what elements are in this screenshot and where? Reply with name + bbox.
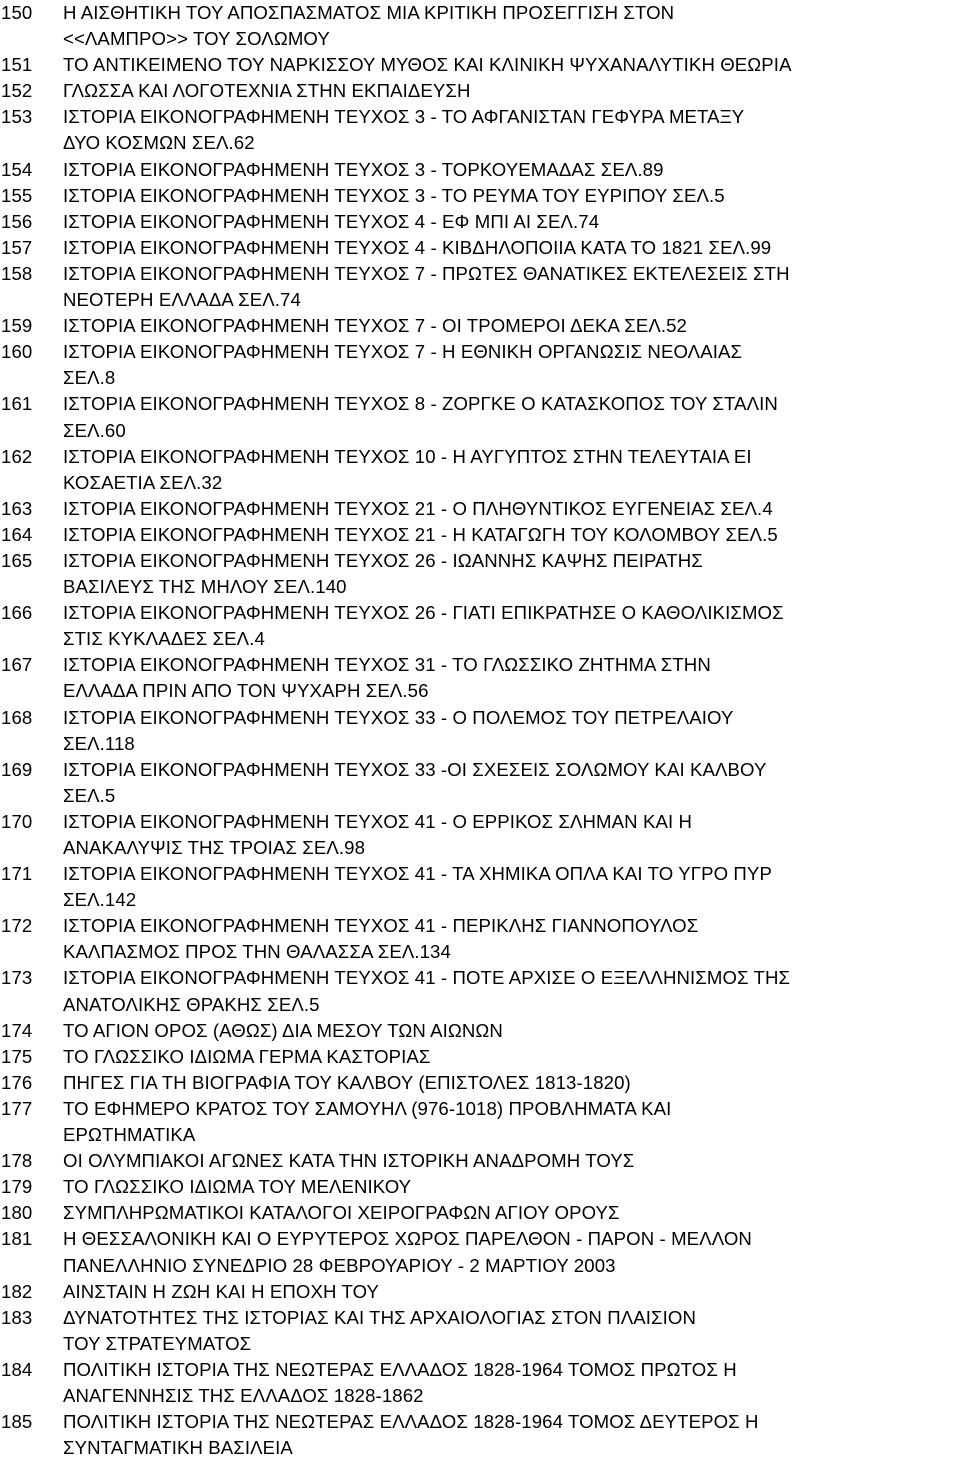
entry-number: 167 — [1, 654, 33, 676]
entry-title: Η ΘΕΣΣΑΛΟΝΙΚΗ ΚΑΙ Ο ΕΥΡΥΤΕΡΟΣ ΧΩΡΟΣ ΠΑΡΕΛΘΟΝ - ΠΑΡΟΝ - ΜΕΛΛΟΝ ΠΑΝΕΛΛΗΝΙΟ ΣΥΝΕΔΡΙΟ 28 ΦΕΒΡΟΥΑΡΙΟΥ - 2 ΜΑΡΤΙΟΥ 2003 — [63, 1228, 752, 1276]
entry-title: ΠΟΛΙΤΙΚΗ ΙΣΤΟΡΙΑ ΤΗΣ ΝΕΩΤΕΡΑΣ ΕΛΛΑΔΟΣ 1828-1964 ΤΟΜΟΣ ΠΡΩΤΟΣ Η ΑΝΑΓΕΝΝΗΣΙΣ ΤΗΣ ΕΛΛΑΔΟΣ 1828-1862 — [63, 1358, 737, 1406]
list-item — [0, 965, 960, 1017]
entry-title: ΤΟ ΕΦΗΜΕΡΟ ΚΡΑΤΟΣ ΤΟΥ ΣΑΜΟΥΗΛ (976-1018) ΠΡΟΒΛΗΜΑΤΑ ΚΑΙ ΕΡΩΤΗΜΑΤΙΚΑ — [63, 1097, 672, 1146]
entry-title: ΙΣΤΟΡΙΑ ΕΙΚΟΝΟΓΡΑΦΗΜΕΝΗ ΤΕΥΧΟΣ 26 - ΙΩΑΝΝΗΣ ΚΑΨΗΣ ΠΕΙΡΑΤΗΣ ΒΑΣΙΛΕΥΣ ΤΗΣ ΜΗΛΟΥ ΣΕΛ.140 — [63, 549, 703, 598]
list-item — [0, 1279, 960, 1305]
list-item — [0, 600, 960, 652]
entry-title: ΣΥΜΠΛΗΡΩΜΑΤΙΚΟΙ ΚΑΤΑΛΟΓΟΙ ΧΕΙΡΟΓΡΑΦΩΝ ΑΓΙΟΥ ΟΡΟΥΣ — [63, 1202, 620, 1224]
list-item — [0, 1357, 960, 1409]
entry-number: 181 — [1, 1228, 33, 1250]
list-item — [0, 522, 960, 548]
list-item — [0, 209, 960, 235]
entry-number: 169 — [1, 758, 33, 780]
entry-number: 161 — [1, 393, 33, 415]
list-item — [0, 157, 960, 183]
list-item — [0, 1148, 960, 1174]
list-item — [0, 1174, 960, 1200]
entry-number: 158 — [1, 262, 33, 284]
entry-title: ΙΣΤΟΡΙΑ ΕΙΚΟΝΟΓΡΑΦΗΜΕΝΗ ΤΕΥΧΟΣ 31 - ΤΟ ΓΛΩΣΣΙΚΟ ΖΗΤΗΜΑ ΣΤΗΝ ΕΛΛΑΔΑ ΠΡΙΝ ΑΠΟ ΤΟΝ ΨΥΧΑΡΗ ΣΕΛ.56 — [63, 654, 711, 702]
entry-number: 168 — [1, 706, 33, 728]
entry-number: 163 — [1, 497, 33, 519]
entry-title: ΙΣΤΟΡΙΑ ΕΙΚΟΝΟΓΡΑΦΗΜΕΝΗ ΤΕΥΧΟΣ 3 - ΤΟ ΡΕΥΜΑ ΤΟΥ ΕΥΡΙΠΟΥ ΣΕΛ.5 — [63, 184, 725, 206]
entry-number: 175 — [1, 1045, 33, 1067]
entry-title: ΤΟ ΓΛΩΣΣΙΚΟ ΙΔΙΩΜΑ ΤΟΥ ΜΕΛΕΝΙΚΟΥ — [63, 1176, 412, 1198]
entry-title: ΙΣΤΟΡΙΑ ΕΙΚΟΝΟΓΡΑΦΗΜΕΝΗ ΤΕΥΧΟΣ 7 - ΟΙ ΤΡΟΜΕΡΟΙ ΔΕΚΑ ΣΕΛ.52 — [63, 315, 687, 337]
entry-number: 177 — [1, 1097, 33, 1119]
entry-number: 172 — [1, 915, 33, 937]
entry-title: ΤΟ ΑΝΤΙΚΕΙΜΕΝΟ ΤΟΥ ΝΑΡΚΙΣΣΟΥ ΜΥΘΟΣ ΚΑΙ ΚΛΙΝΙΚΗ ΨΥΧΑΝΑΛΥΤΙΚΗ ΘΕΩΡΙΑ — [63, 54, 792, 76]
list-item — [0, 313, 960, 339]
list-item — [0, 1044, 960, 1070]
entry-title: ΙΣΤΟΡΙΑ ΕΙΚΟΝΟΓΡΑΦΗΜΕΝΗ ΤΕΥΧΟΣ 26 - ΓΙΑΤΙ ΕΠΙΚΡΑΤΗΣΕ Ο ΚΑΘΟΛΙΚΙΣΜΟΣ ΣΤΙΣ ΚΥΚΛΑΔΕΣ ΣΕΛ.4 — [63, 602, 784, 650]
list-item — [0, 496, 960, 522]
entry-number: 182 — [1, 1280, 33, 1302]
entry-title: ΙΣΤΟΡΙΑ ΕΙΚΟΝΟΓΡΑΦΗΜΕΝΗ ΤΕΥΧΟΣ 21 - Ο ΠΛΗΘΥΝΤΙΚΟΣ ΕΥΓΕΝΕΙΑΣ ΣΕΛ.4 — [63, 497, 773, 519]
entry-number: 159 — [1, 315, 33, 337]
entry-number: 170 — [1, 810, 33, 832]
entry-title: ΔΥΝΑΤΟΤΗΤΕΣ ΤΗΣ ΙΣΤΟΡΙΑΣ ΚΑΙ ΤΗΣ ΑΡΧΑΙΟΛΟΓΙΑΣ ΣΤΟΝ ΠΛΑΙΣΙΟΝ ΤΟΥ ΣΤΡΑΤΕΥΜΑΤΟΣ — [63, 1306, 696, 1354]
list-item — [0, 705, 960, 757]
entry-title: ΟΙ ΟΛΥΜΠΙΑΚΟΙ ΑΓΩΝΕΣ ΚΑΤΑ ΤΗΝ ΙΣΤΟΡΙΚΗ ΑΝΑΔΡΟΜΗ ΤΟΥΣ — [63, 1150, 635, 1172]
entry-number: 179 — [1, 1176, 33, 1198]
entry-title: ΙΣΤΟΡΙΑ ΕΙΚΟΝΟΓΡΑΦΗΜΕΝΗ ΤΕΥΧΟΣ 7 - Η ΕΘΝΙΚΗ ΟΡΓΑΝΩΣΙΣ ΝΕΟΛΑΙΑΣ ΣΕΛ.8 — [63, 341, 743, 389]
entry-title: Η ΑΙΣΘΗΤΙΚΗ ΤΟΥ ΑΠΟΣΠΑΣΜΑΤΟΣ ΜΙΑ ΚΡΙΤΙΚΗ ΠΡΟΣΕΓΓΙΣΗ ΣΤΟΝ <<ΛΑΜΠΡΟ>> ΤΟΥ ΣΟΛΩΜΟΥ — [63, 2, 675, 50]
list-item — [0, 52, 960, 78]
entry-number: 154 — [1, 158, 33, 180]
entry-number: 162 — [1, 445, 33, 467]
entry-number: 183 — [1, 1306, 33, 1328]
entry-number: 176 — [1, 1071, 33, 1093]
entry-title: ΙΣΤΟΡΙΑ ΕΙΚΟΝΟΓΡΑΦΗΜΕΝΗ ΤΕΥΧΟΣ 10 - Η ΑΥΓΥΠΤΟΣ ΣΤΗΝ ΤΕΛΕΥΤΑΙΑ ΕΙ ΚΟΣΑΕΤΙΑ ΣΕΛ.32 — [63, 445, 752, 493]
list-item — [0, 391, 960, 443]
entry-title: ΙΣΤΟΡΙΑ ΕΙΚΟΝΟΓΡΑΦΗΜΕΝΗ ΤΕΥΧΟΣ 41 - ΠΟΤΕ ΑΡΧΙΣΕ Ο ΕΞΕΛΛΗΝΙΣΜΟΣ ΤΗΣ ΑΝΑΤΟΛΙΚΗΣ ΘΡΑΚΗΣ ΣΕΛ.5 — [63, 967, 791, 1015]
entry-number: 156 — [1, 210, 33, 232]
list-item — [0, 104, 960, 156]
entry-number: 164 — [1, 523, 33, 545]
entry-title: ΙΣΤΟΡΙΑ ΕΙΚΟΝΟΓΡΑΦΗΜΕΝΗ ΤΕΥΧΟΣ 41 - ΤΑ ΧΗΜΙΚΑ ΟΠΛΑ ΚΑΙ ΤΟ ΥΓΡΟ ΠΥΡ ΣΕΛ.142 — [63, 863, 772, 911]
entry-number: 150 — [1, 2, 33, 23]
list-item — [0, 339, 960, 391]
entry-number: 185 — [1, 1411, 33, 1433]
entry-number: 155 — [1, 184, 33, 206]
entry-title: ΤΟ ΓΛΩΣΣΙΚΟ ΙΔΙΩΜΑ ΓΕΡΜΑ ΚΑΣΤΟΡΙΑΣ — [63, 1045, 431, 1067]
list-item — [0, 652, 960, 704]
list-item — [0, 235, 960, 261]
list-item — [0, 1200, 960, 1226]
list-item — [0, 183, 960, 209]
entry-title: ΙΣΤΟΡΙΑ ΕΙΚΟΝΟΓΡΑΦΗΜΕΝΗ ΤΕΥΧΟΣ 3 - ΤΟΡΚΟΥΕΜΑΔΑΣ ΣΕΛ.89 — [63, 158, 664, 180]
list-item — [0, 1096, 960, 1148]
entry-title: ΙΣΤΟΡΙΑ ΕΙΚΟΝΟΓΡΑΦΗΜΕΝΗ ΤΕΥΧΟΣ 41 - ΠΕΡΙΚΛΗΣ ΓΙΑΝΝΟΠΟΥΛΟΣ ΚΑΛΠΑΣΜΟΣ ΠΡΟΣ ΤΗΝ ΘΑΛΑΣΣΑ ΣΕΛ.134 — [63, 915, 699, 963]
entry-title: ΙΣΤΟΡΙΑ ΕΙΚΟΝΟΓΡΑΦΗΜΕΝΗ ΤΕΥΧΟΣ 7 - ΠΡΩΤΕΣ ΘΑΝΑΤΙΚΕΣ ΕΚΤΕΛΕΣΕΙΣ ΣΤΗ ΝΕΟΤΕΡΗ ΕΛΛΑΔΑ ΣΕΛ.74 — [63, 262, 790, 311]
entry-title: ΙΣΤΟΡΙΑ ΕΙΚΟΝΟΓΡΑΦΗΜΕΝΗ ΤΕΥΧΟΣ 33 -ΟΙ ΣΧΕΣΕΙΣ ΣΟΛΩΜΟΥ ΚΑΙ ΚΑΛΒΟΥ ΣΕΛ.5 — [63, 758, 767, 806]
entry-title: ΑΙΝΣΤΑΙΝ Η ΖΩΗ ΚΑΙ Η ΕΠΟΧΗ ΤΟΥ — [63, 1280, 380, 1302]
entry-number: 151 — [1, 54, 33, 76]
list-item — [0, 757, 960, 809]
list-item — [0, 861, 960, 913]
entry-number: 180 — [1, 1202, 33, 1224]
list-item — [0, 809, 960, 861]
entry-title: ΙΣΤΟΡΙΑ ΕΙΚΟΝΟΓΡΑΦΗΜΕΝΗ ΤΕΥΧΟΣ 33 - Ο ΠΟΛΕΜΟΣ ΤΟΥ ΠΕΤΡΕΛΑΙΟΥ ΣΕΛ.118 — [63, 706, 734, 754]
list-item — [0, 78, 960, 104]
list-item — [0, 0, 960, 52]
entry-title: ΤΟ ΑΓΙΟΝ ΟΡΟΣ (ΑΘΩΣ) ΔΙΑ ΜΕΣΟΥ ΤΩΝ ΑΙΩΝΩΝ — [63, 1019, 503, 1041]
list-item — [0, 1226, 960, 1278]
entry-number: 173 — [1, 967, 33, 989]
entry-number: 157 — [1, 236, 33, 258]
entry-number: 160 — [1, 341, 33, 363]
entry-title: ΠΗΓΕΣ ΓΙΑ ΤΗ ΒΙΟΓΡΑΦΙΑ ΤΟΥ ΚΑΛΒΟΥ (ΕΠΙΣΤΟΛΕΣ 1813-1820) — [63, 1071, 631, 1093]
list-item — [0, 444, 960, 496]
entry-number: 174 — [1, 1019, 33, 1041]
entry-number: 152 — [1, 80, 33, 102]
list-item — [0, 913, 960, 965]
entry-title: ΙΣΤΟΡΙΑ ΕΙΚΟΝΟΓΡΑΦΗΜΕΝΗ ΤΕΥΧΟΣ 4 - ΕΦ ΜΠΙ ΑΙ ΣΕΛ.74 — [63, 210, 600, 232]
entry-title: ΙΣΤΟΡΙΑ ΕΙΚΟΝΟΓΡΑΦΗΜΕΝΗ ΤΕΥΧΟΣ 3 - ΤΟ ΑΦΓΑΝΙΣΤΑΝ ΓΕΦΥΡΑ ΜΕΤΑΞΥ ΔΥΟ ΚΟΣΜΩΝ ΣΕΛ.62 — [63, 106, 745, 154]
entry-title: ΙΣΤΟΡΙΑ ΕΙΚΟΝΟΓΡΑΦΗΜΕΝΗ ΤΕΥΧΟΣ 4 - ΚΙΒΔΗΛΟΠΟΙΙΑ ΚΑΤΑ ΤΟ 1821 ΣΕΛ.99 — [63, 236, 772, 258]
list-item — [0, 1070, 960, 1096]
entry-number: 165 — [1, 549, 33, 571]
entry-title: ΠΟΛΙΤΙΚΗ ΙΣΤΟΡΙΑ ΤΗΣ ΝΕΩΤΕΡΑΣ ΕΛΛΑΔΟΣ 1828-1964 ΤΟΜΟΣ ΔΕΥΤΕΡΟΣ Η ΣΥΝΤΑΓΜΑΤΙΚΗ ΒΑΣΙΛΕΙΑ — [63, 1411, 759, 1459]
list-item — [0, 1018, 960, 1044]
entry-number: 178 — [1, 1150, 33, 1172]
entry-number: 166 — [1, 602, 33, 624]
entry-number: 171 — [1, 863, 33, 885]
entry-number: 184 — [1, 1358, 33, 1380]
list-item — [0, 1305, 960, 1357]
entry-number: 153 — [1, 106, 33, 128]
entry-title: ΙΣΤΟΡΙΑ ΕΙΚΟΝΟΓΡΑΦΗΜΕΝΗ ΤΕΥΧΟΣ 8 - ΖΟΡΓΚΕ Ο ΚΑΤΑΣΚΟΠΟΣ ΤΟΥ ΣΤΑΛΙΝ ΣΕΛ.60 — [63, 393, 778, 441]
entry-title: ΙΣΤΟΡΙΑ ΕΙΚΟΝΟΓΡΑΦΗΜΕΝΗ ΤΕΥΧΟΣ 41 - Ο ΕΡΡΙΚΟΣ ΣΛΗΜΑΝ ΚΑΙ Η ΑΝΑΚΑΛΥΨΙΣ ΤΗΣ ΤΡΟΙΑΣ ΣΕΛ.98 — [63, 810, 693, 858]
entry-title: ΓΛΩΣΣΑ ΚΑΙ ΛΟΓΟΤΕΧΝΙΑ ΣΤΗΝ ΕΚΠΑΙΔΕΥΣΗ — [63, 80, 471, 102]
entry-title: ΙΣΤΟΡΙΑ ΕΙΚΟΝΟΓΡΑΦΗΜΕΝΗ ΤΕΥΧΟΣ 21 - Η ΚΑΤΑΓΩΓΗ ΤΟΥ ΚΟΛΟΜΒΟΥ ΣΕΛ.5 — [63, 523, 778, 545]
list-item — [0, 548, 960, 600]
list-item — [0, 1409, 960, 1461]
list-item — [0, 261, 960, 313]
